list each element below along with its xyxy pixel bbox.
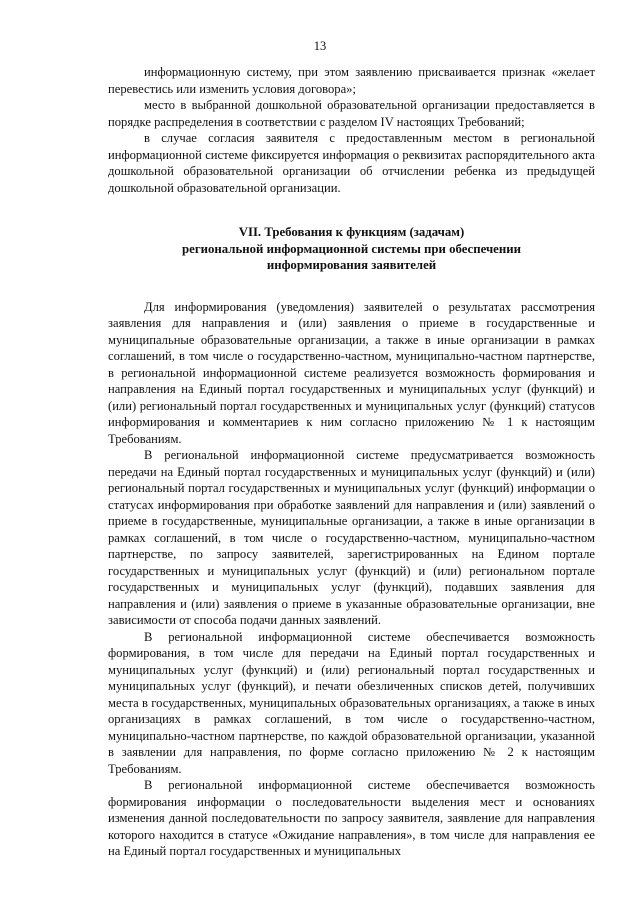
paragraph: Для информирования (уведомления) заявителей о результатах рассмотрения заявления для направления и (или) заявления о приеме в государственные и муниципальные образовательные организации, а также в иные организации в рамках соглашений, в том числе о государственно-частном, муниципально-частном партнерстве, в региональной информационной системе реализуется возможность формирования и направления на Единый портал государственных и муниципальных услуг (функций) и (или) региональный портал государственных и муниципальных услуг (функций) статусов информирования и комментариев к ним согласно приложению № 1 к настоящим Требованиям.	[108, 299, 595, 446]
paragraph: В региональной информационной системе предусматривается возможность передачи на Единый портал государственных и муниципальных услуг (функций) и (или) региональный портал государственных и муниципальных услуг (функций) информации о статусах информирования при обработке заявлений для направления и (или) заявлений о приеме в государственные, муниципальные организации, а также в иные организации в рамках соглашений, в том числе о государственно-частном, муниципально-частном партнерстве, по запросу заявителей, зарегистрированных на Едином портале государственных и муниципальных услуг (функций) и (или) региональном портале государственных и муниципальных услуг (функций), подавших заявления для направления и (или) заявления о приеме в указанные образовательные организации, вне зависимости от способа подачи данных заявлений.	[108, 448, 595, 627]
section-heading	[108, 224, 595, 274]
paragraph: место в выбранной дошкольной образовательной организации предоставляется в порядке распределения в соответствии с разделом IV настоящих Требований;	[108, 98, 595, 129]
section-heading-line: VII. Требования к функциям (задачам)	[238, 225, 465, 239]
document-body	[108, 64, 595, 860]
paragraph: В региональной информационной системе обеспечивается возможность формирования информации о последовательности выделения мест и основаниях изменения данной последовательности по запросу заявителя, заявление для направления которого находится в статусе «Ожидание направления», в том числе для направления ее на Единый портал государственных и муниципальных	[108, 778, 595, 858]
page-number: 13	[313, 39, 327, 53]
paragraph: в случае согласия заявителя с предоставленным местом в региональной информационной системе фиксируется информация о реквизитах распорядительного акта дошкольной образовательной организации об отчислении ребенка из предыдущей дошкольной образовательной организации.	[108, 131, 595, 195]
paragraph: В региональной информационной системе обеспечивается возможность формирования, в том числе для передачи на Единый портал государственных и муниципальных услуг (функций) и (или) региональный портал государственных и муниципальных услуг (функций), и печати обезличенных списков детей, получивших места в государственных, муниципальных образовательных организациях, а также в иных организациях в рамках соглашений, в том числе о государственно-частном, муниципально-частном партнерстве, по каждой образовательной организации, указанной в заявлении для направления, по форме согласно приложению № 2 к настоящим Требованиям.	[108, 629, 595, 776]
section-heading-line: информирования заявителей	[266, 258, 437, 272]
paragraph: информационную систему, при этом заявлению присваивается признак «желает перевестись или изменить условия договора»;	[108, 65, 595, 96]
section-heading-line: региональной информационной системы при обеспечении	[182, 241, 521, 256]
